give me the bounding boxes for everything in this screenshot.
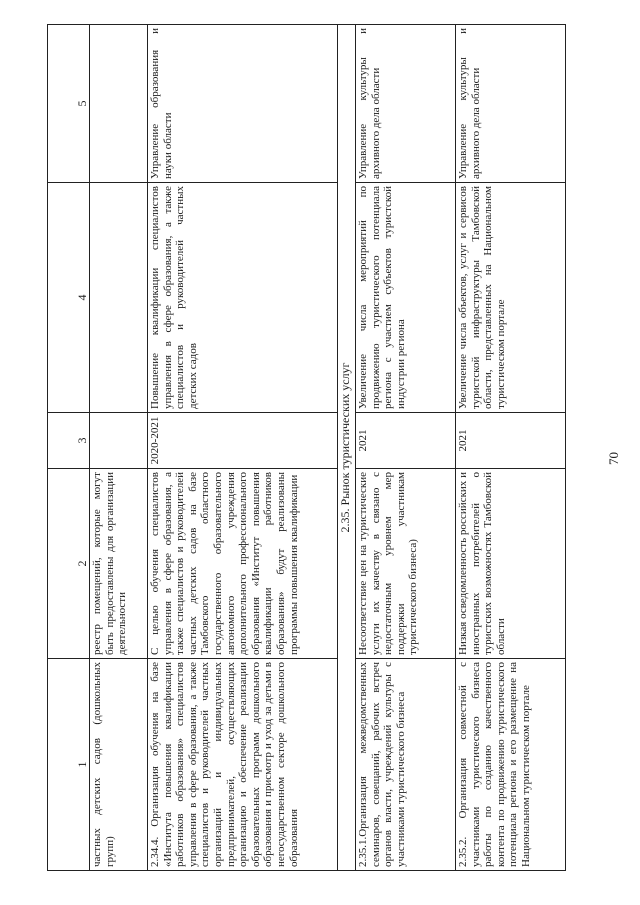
measure-cell: 2.34.4. Организация обучения на базе «Института повышения квалификации работников образования» специалистов управления в сфере образования, а также специалистов и руководителей частных организаций и индивидуальных предпринимателей, осуществляющих организацию и обеспечение реализации образовательных программ дошкольного образования и присмотр и уход за детьми в негосударственном секторе дошкольного образования [148,659,338,871]
table-row [90,25,148,871]
result-cell: Повышение квалификации специалистов управления в сфере образования, а также специалистов и руководителей частных детских садов [148,183,338,413]
problem-cell: Низкая осведомленность российских и иностранных потребителей о туристских возможностях Тамбовской области [456,469,566,659]
responsible-cell [90,25,148,183]
problem-cell: С целью обучения специалистов управления в сфере образования, а также специалистов и руководителей частных детских садов на базе Тамбовского областного государственного образовательного автономного учреждения дополнительного профессионального образования «Институт повышения квалификации работников образования» будут реализованы программы повышения квалификации [148,469,338,659]
responsible-cell: Управление образования и науки области [148,25,338,183]
table-row [356,25,456,871]
measure-cell: 2.35.2. Организация совместной с участниками туристического бизнеса работы по созданию качественного контента по продвижению туристического потенциала региона и его размещение на Национальном туристическом портале [456,659,566,871]
result-cell [90,183,148,413]
column-header-5: 5 [48,25,90,183]
column-header-2: 2 [48,469,90,659]
period-cell: 2021 [356,413,456,469]
section-row [338,25,356,871]
section-title: 2.35. Рынок туристических услуг [338,25,356,871]
period-cell: 2021 [456,413,566,469]
table-row [148,25,338,871]
period-cell [90,413,148,469]
column-header-3: 3 [48,413,90,469]
measure-cell: частных детских садов (дошкольных групп) [90,659,148,871]
problem-cell: Несоответствие цен на туристические услуги их качеству в связано с недостаточным уровнем мер поддержки участникам туристического бизнеса) [356,469,456,659]
column-header-4: 4 [48,183,90,413]
header-row [48,25,90,871]
period-cell: 2020-2021 [148,413,338,469]
responsible-cell: Управление культуры и архивного дела области [456,25,566,183]
measure-cell: 2.35.1.Организация межведомственных семинаров, совещаний, рабочих встреч органов власти, учреждений культуры с участниками туристического бизнеса [356,659,456,871]
responsible-cell: Управление культуры и архивного дела области [356,25,456,183]
table-row [456,25,566,871]
measures-table [47,24,566,871]
result-cell: Увеличение числа объектов, услуг и сервисов туристской инфраструктуры Тамбовской области, представленных на Национальном туристическом портале [456,183,566,413]
problem-cell: реестр помещений, которые могут быть предоставлены для организации деятельности [90,469,148,659]
column-header-1: 1 [48,659,90,871]
result-cell: Увеличение числа мероприятий по продвижению туристического потенциала региона с участием субъектов туристской индустрии региона [356,183,456,413]
page-number: 70 [606,452,621,465]
